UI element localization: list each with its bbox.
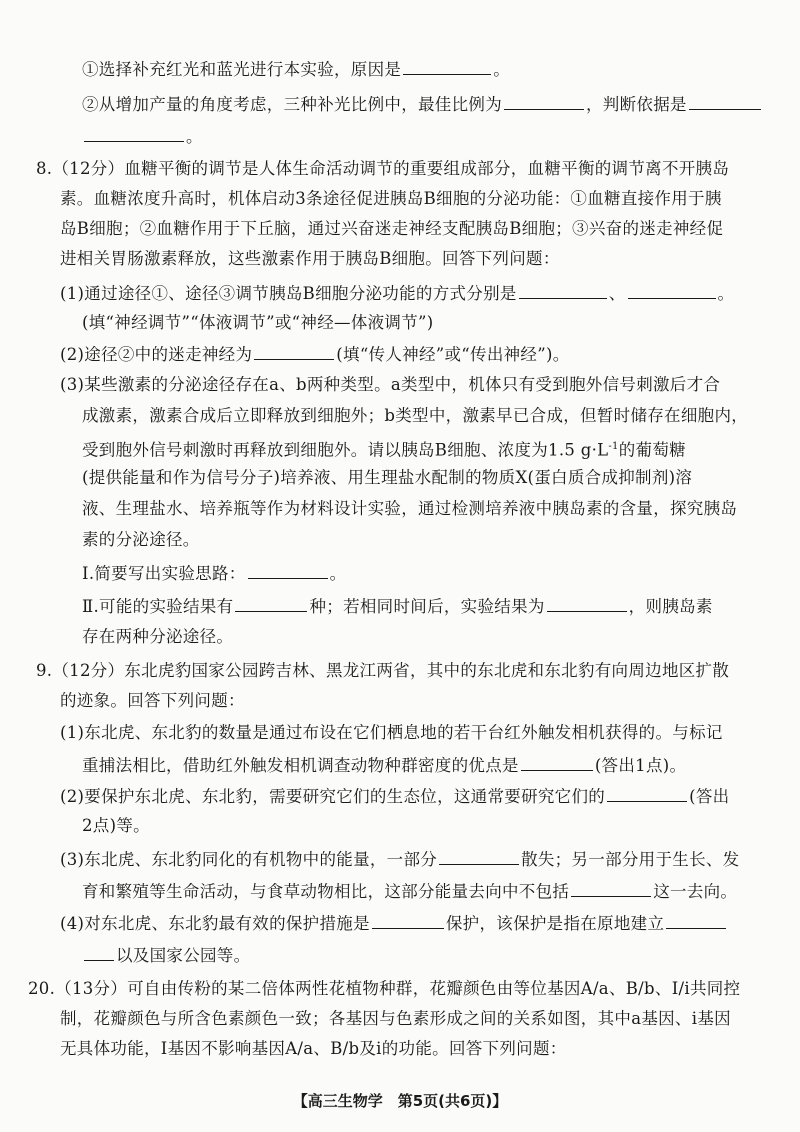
- q18-part3-line: 受到胞外信号刺激时再释放到细胞外。请以胰岛B细胞、浓度为1.5 $g\cdot L^{-1}$的葡萄糖: [82, 440, 686, 460]
- q18-sub-i: Ⅰ.简要写出实验思路： 。: [82, 564, 347, 583]
- q19-stem-line: 9.（12分）东北虎豹国家公园跨吉林、黑龙江两省，其中的东北虎和东北豹有向周边地区扩散: [36, 661, 730, 680]
- q19-part1-line: (1)东北虎、东北豹的数量是通过布设在它们栖息地的若干台红外触发相机获得的。与标记: [60, 723, 723, 742]
- answer-blank[interactable]: [504, 93, 584, 110]
- q20-stem-line: 制，花瓣颜色与所含色素颜色一致；各基因与色素形成之间的关系如图，其中a基因、i基因: [60, 1009, 731, 1028]
- answer-blank[interactable]: [547, 595, 627, 612]
- answer-blank[interactable]: [607, 785, 687, 802]
- q20-stem-line: 无具体功能，I基因不影响基因A/a、B/b及i的功能。回答下列问题：: [60, 1039, 567, 1058]
- answer-blank[interactable]: [84, 125, 184, 142]
- answer-blank[interactable]: [403, 58, 491, 75]
- q18-part3-line: 素的分泌途径。: [82, 530, 200, 549]
- answer-blank[interactable]: [235, 595, 307, 612]
- answer-blank[interactable]: [571, 880, 651, 897]
- q18-sub-ii: Ⅱ.可能的实验结果有 种；若相同时间后，实验结果为 ，则胰岛素: [82, 597, 713, 616]
- answer-blank[interactable]: [248, 562, 328, 579]
- answer-blank[interactable]: [628, 282, 716, 299]
- q17-sub1: ①选择补充红光和蓝光进行本实验，原因是 。: [82, 60, 511, 79]
- page-footer: 【高三生物学 第5页(共6页)】: [292, 1092, 508, 1110]
- q18-part1-hint: (填“神经调节”“体液调节”或“神经—体液调节”): [82, 313, 434, 332]
- answer-blank[interactable]: [439, 848, 519, 865]
- q18-part3-line: 成激素，激素合成后立即释放到细胞外；b类型中，激素早已合成，但暂时储存在细胞内，: [82, 406, 749, 425]
- q17-sub2-cont: 。: [82, 125, 203, 148]
- answer-blank[interactable]: [254, 343, 334, 360]
- q17-sub2: ②从增加产量的角度考虑，三种补光比例中，最佳比例为 ，判断依据是: [82, 93, 763, 116]
- q20-stem-line: 20.（13分）可自由传粉的某二倍体两性花植物种群，花瓣颜色由等位基因A/a、B/b、I/i共同控: [28, 979, 741, 998]
- answer-blank[interactable]: [689, 93, 761, 110]
- answer-blank[interactable]: [521, 754, 593, 771]
- q19-part1-line: 重捕法相比，借助红外触发相机调查动物种群密度的优点是 (答出1点)。: [82, 756, 687, 775]
- answer-blank[interactable]: [84, 944, 114, 961]
- answer-blank[interactable]: [519, 282, 607, 299]
- q18-part2: (2)途径②中的迷走神经为 (填“传人神经”或“传出神经”)。: [60, 345, 570, 364]
- q18-part3-line: 液、生理盐水、培养瓶等作为材料设计实验，通过检测培养液中胰岛素的含量，探究胰岛: [82, 499, 738, 518]
- q18-part3-line: (3)某些激素的分泌途径存在a、b两种类型。a类型中，机体只有受到胞外信号刺激后才合: [60, 375, 721, 394]
- q18-stem-line: 进相关胃肠激素释放，这些激素作用于胰岛B细胞。回答下列问题：: [60, 249, 560, 268]
- q19-stem-line: 的迹象。回答下列问题：: [60, 691, 245, 710]
- q19-part3-line: 育和繁殖等生命活动，与食草动物相比，这部分能量去向中不包括 这一去向。: [82, 882, 738, 901]
- answer-blank[interactable]: [666, 912, 726, 929]
- q19-part2-line: (2)要保护东北虎、东北豹，需要研究它们的生态位，这通常要研究它们的 (答出: [60, 787, 730, 806]
- q18-sub-ii-cont: 存在两种分泌途径。: [82, 627, 234, 646]
- q18-part1: (1)通过途径①、途径③调节胰岛B细胞分泌功能的方式分别是 、 。: [60, 284, 735, 303]
- q18-stem-line: 8.（12分）血糖平衡的调节是人体生命活动调节的重要组成部分，血糖平衡的调节离不开胰岛: [36, 159, 730, 178]
- q19-part2-line: 2点)等。: [82, 816, 150, 835]
- q18-stem-line: 岛B细胞；②血糖作用于下丘脑，通过兴奋迷走神经支配胰岛B细胞；③兴奋的迷走神经促: [60, 219, 724, 238]
- answer-blank[interactable]: [372, 912, 444, 929]
- q18-part3-line: (提供能量和作为信号分子)培养液、用生理盐水配制的物质X(蛋白质合成抑制剂)溶: [82, 468, 693, 487]
- q19-part3-line: (3)东北虎、东北豹同化的有机物中的能量，一部分 散失；另一部分用于生长、发: [60, 850, 740, 869]
- q19-part4-line: 以及国家公园等。: [82, 944, 250, 967]
- q18-stem-line: 素。血糖浓度升高时，机体启动3条途径促进胰岛B细胞的分泌功能：①血糖直接作用于胰: [60, 189, 722, 208]
- q19-part4-line: (4)对东北虎、东北豹最有效的保护措施是 保护，该保护是指在原地建立: [60, 912, 728, 935]
